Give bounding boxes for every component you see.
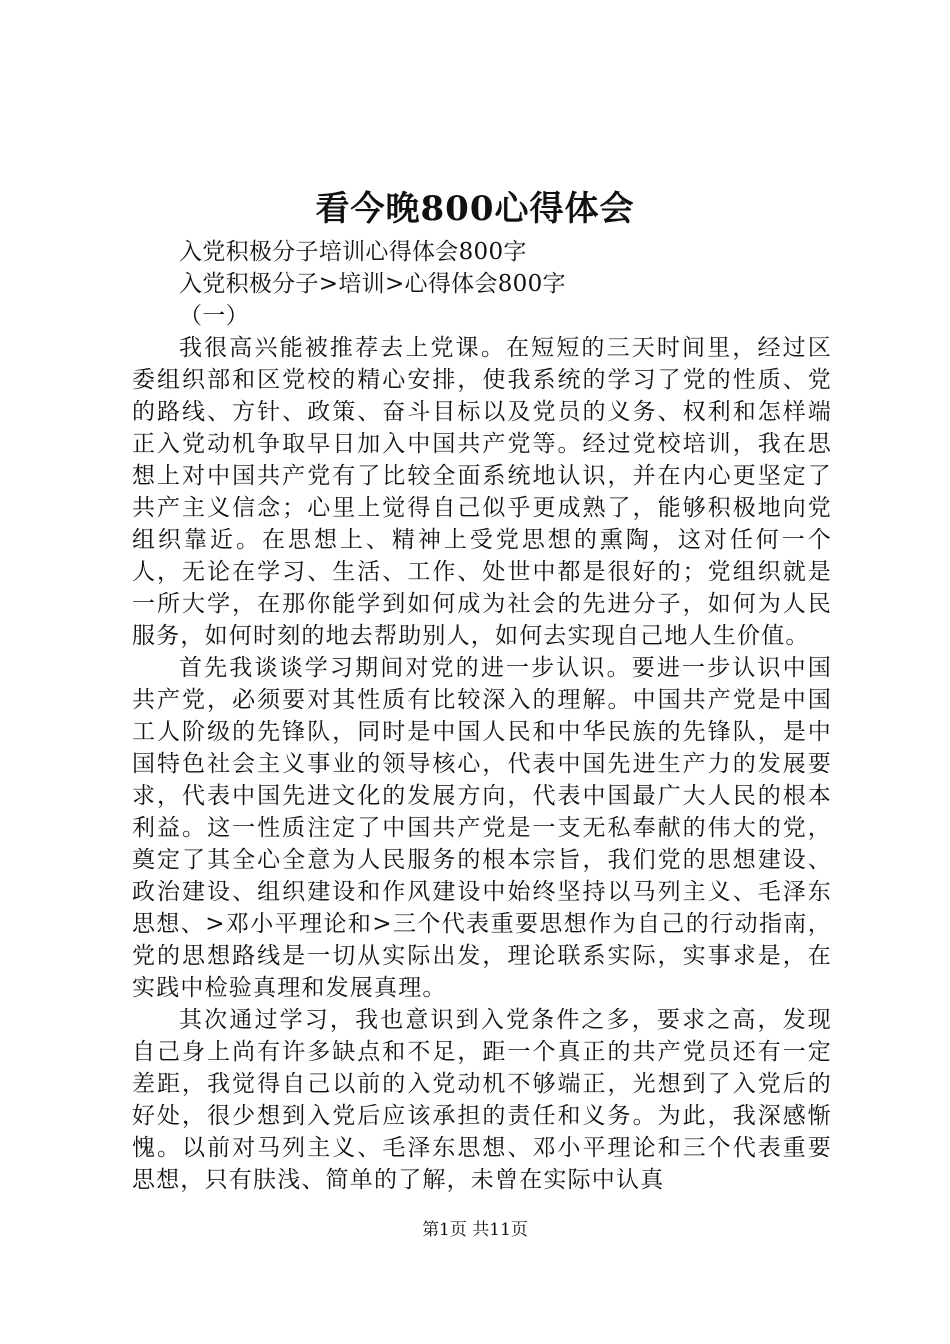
paragraph-2: 首先我谈谈学习期间对党的进一步认识。要进一步认识中国共产党，必须要对其性质有比较深入的理解。中国共产党是中国工人阶级的先锋队，同时是中国人民和中华民族的先锋队，是中国特色社会主义事业的领导核心，代表中国先进生产力的发展要求，代表中国先进文化的发展方向，代表中国最广大人民的根本利益。这一性质注定了中国共产党是一支无私奉献的伟大的党，奠定了其全心全意为人民服务的根本宗旨，我们党的思想建设、政治建设、组织建设和作风建设中始终坚持以马列主义、毛泽东思想、>邓小平理论和>三个代表重要思想作为自己的行动指南，党的思想路线是一切从实际出发，理论联系实际，实事求是，在实践中检验真理和发展真理。 <box>132 655 832 1001</box>
document-body <box>132 236 832 1196</box>
section-marker: （一） <box>179 303 249 329</box>
subtitle-line-1: 入党积极分子培训心得体会800字 <box>179 239 527 265</box>
page-footer: 第1页 共11页 <box>422 1220 528 1240</box>
paragraph-1: 我很高兴能被推荐去上党课。在短短的三天时间里，经过区委组织部和区党校的精心安排，使我系统的学习了党的性质、党的路线、方针、政策、奋斗目标以及党员的义务、权利和怎样端正入党动机争取早日加入中国共产党等。经过党校培训，我在思想上对中国共产党有了比较全面系统地认识，并在内心更坚定了共产主义信念；心里上觉得自己似乎更成熟了，能够积极地向党组织靠近。在思想上、精神上受党思想的熏陶，这对任何一个人，无论在学习、生活、工作、处世中都是很好的；党组织就是一所大学，在那你能学到如何成为社会的先进分子，如何为人民服务，如何时刻的地去帮助别人，如何去实现自己地人生价值。 <box>132 335 832 649</box>
document-title: 看今晚800心得体会 <box>315 189 635 229</box>
paragraph-3: 其次通过学习，我也意识到入党条件之多，要求之高，发现自己身上尚有许多缺点和不足，距一个真正的共产党员还有一定差距，我觉得自己以前的入党动机不够端正，光想到了入党后的好处，很少想到入党后应该承担的责任和义务。为此，我深感惭愧。以前对马列主义、毛泽东思想、邓小平理论和三个代表重要思想，只有肤浅、简单的了解，未曾在实际中认真 <box>132 1007 832 1193</box>
subtitle-line-2: 入党积极分子>培训>心得体会800字 <box>179 271 566 297</box>
